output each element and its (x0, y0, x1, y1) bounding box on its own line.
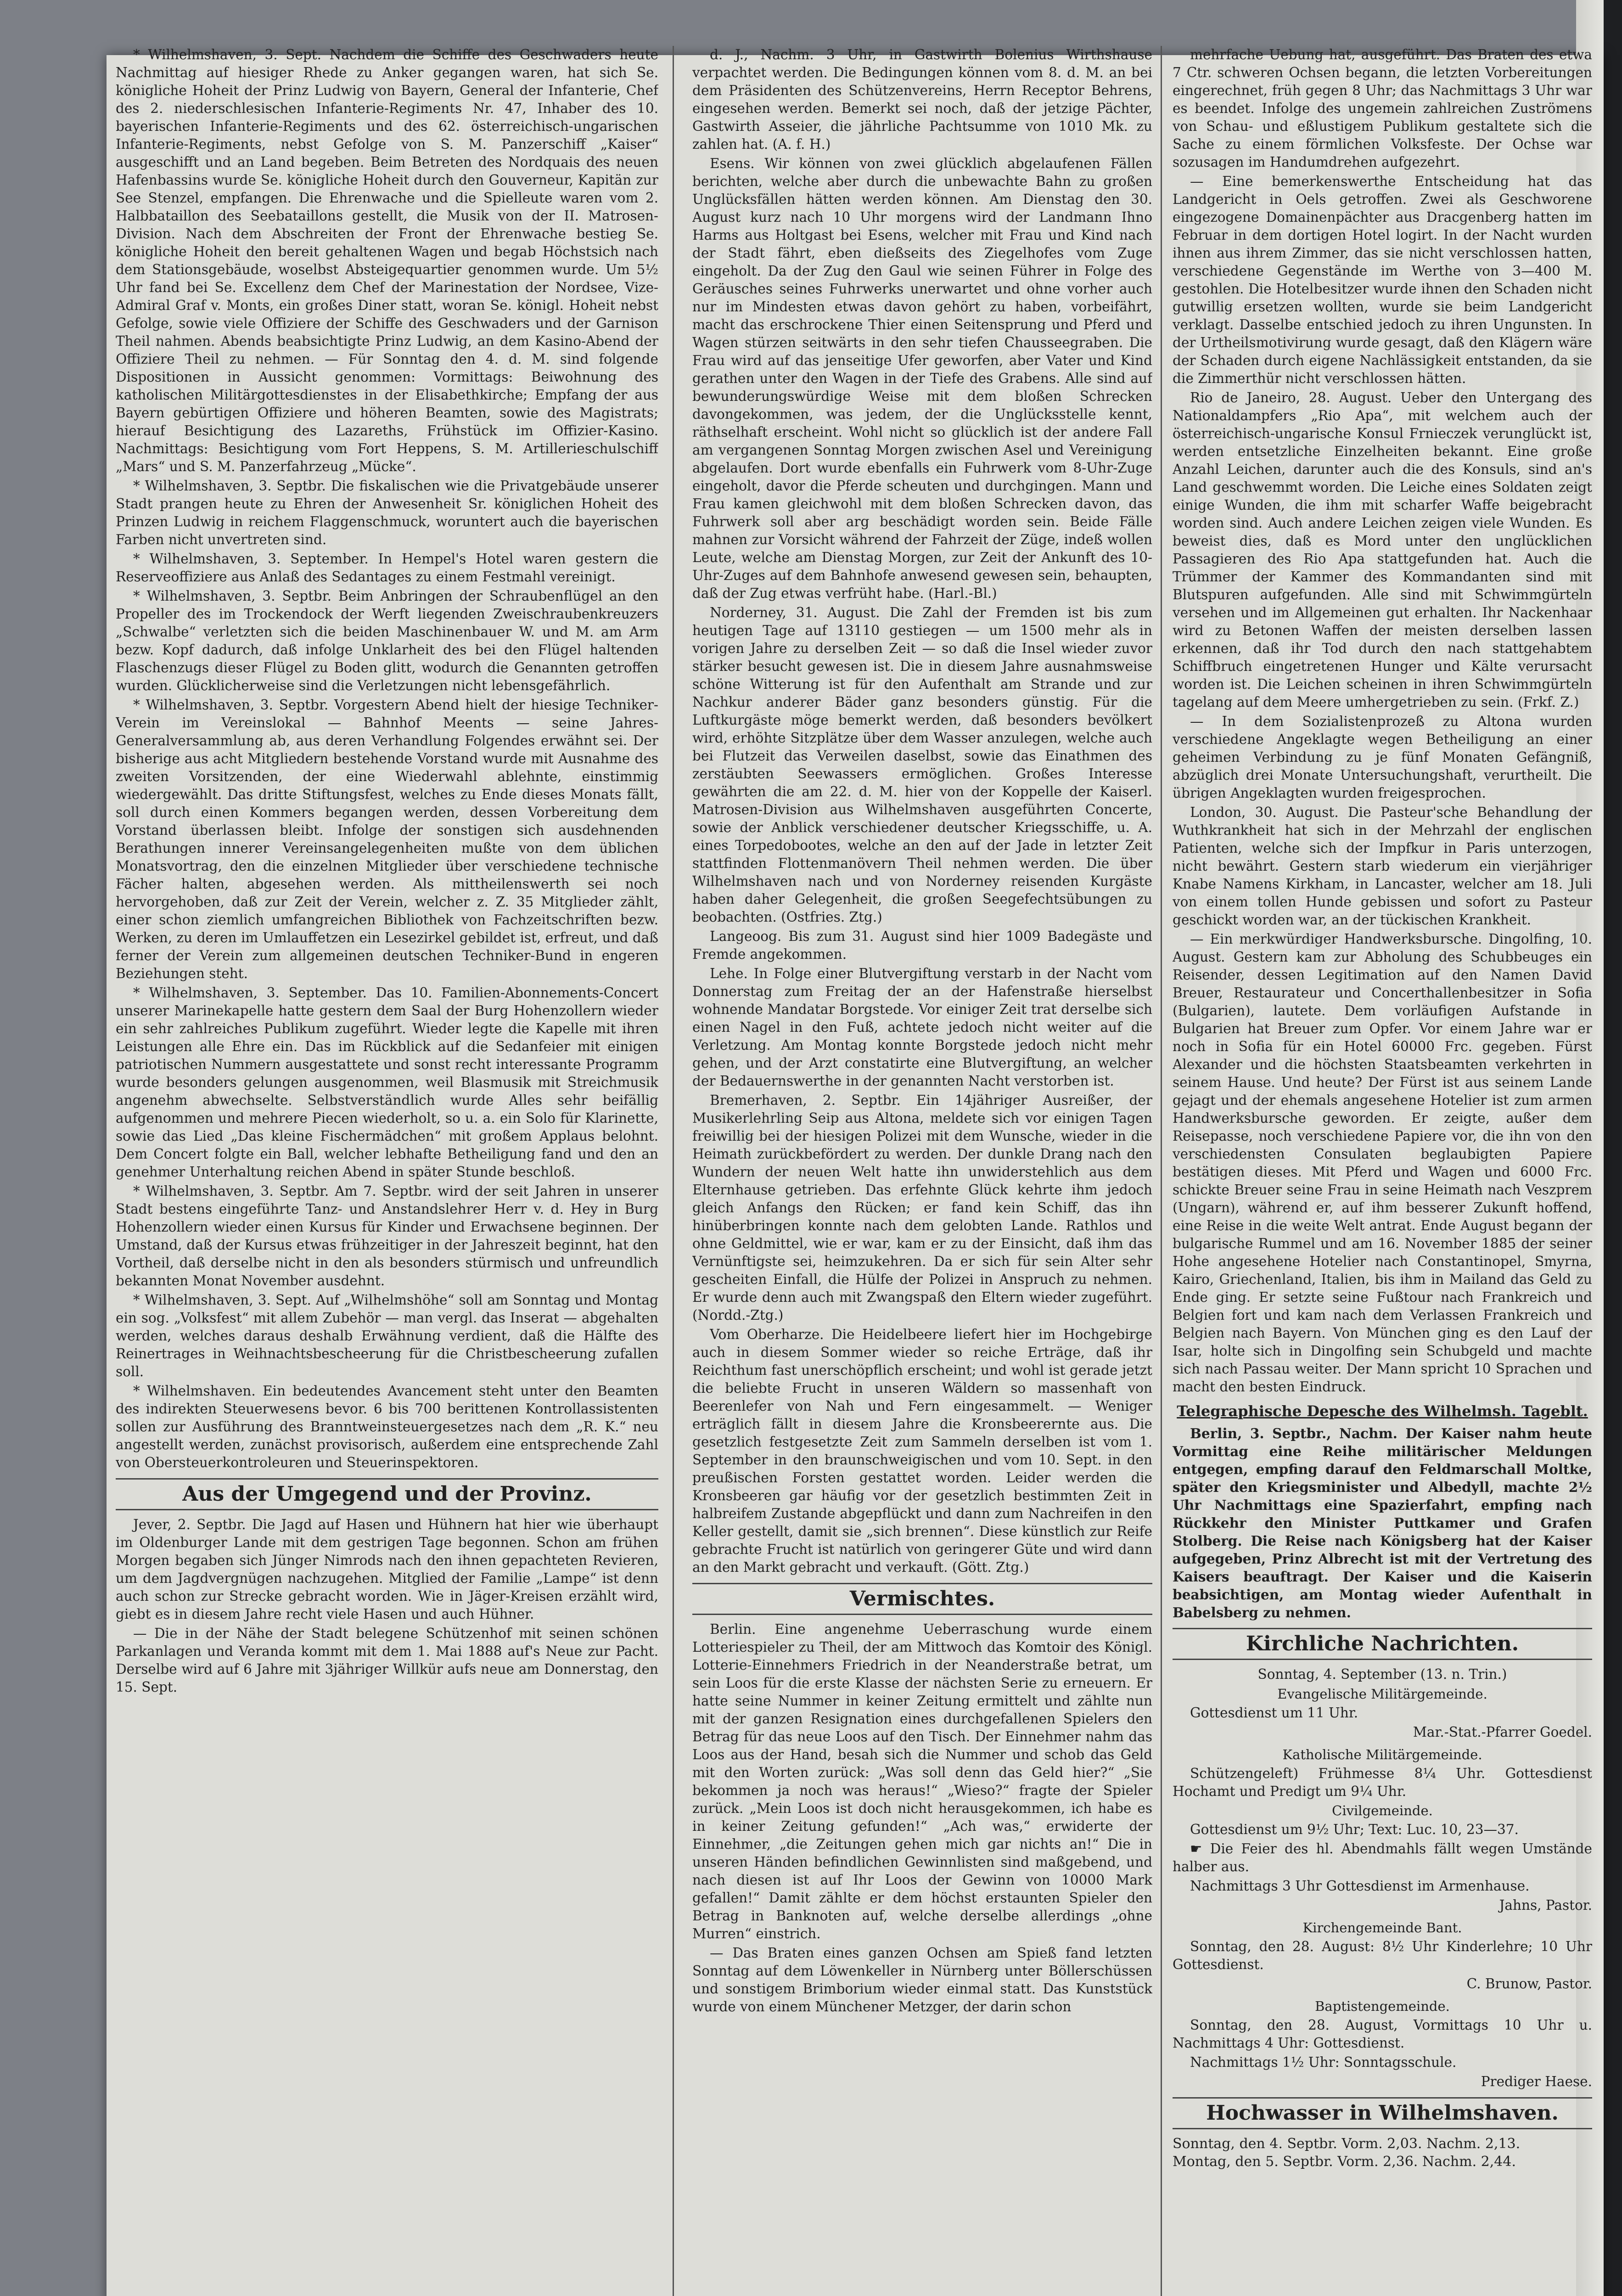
news-item: Rio de Janeiro, 28. August. Ueber den Untergang des Nationaldampfers „Rio Apa“, mit welchem auch der österreichisch-ungarische Konsul Frnieczek verunglückt ist, werden entsetzliche Einzelheiten bekannt. Eine große Anzahl Leichen, darunter auch die des Konsuls, sind an's Land geschwemmt worden. Die Leiche eines Soldaten zeigt einige Wunden, die ihm mit scharfer Waffe beigebracht worden sind. Auch andere Leichen zeigen viele Wunden. Es beweist dies, daß es Mord unter den unglücklichen Passagieren des Rio Apa stattgefunden hat. Auch die Trümmer der Kammer des Kommandanten sind mit Blutspuren aufgefunden. Alle sind mit Schwimmgürteln versehen und im Allgemeinen gut erhalten. Ihr Nackenhaar wird zu Betonen Waffen der meisten derselben lassen erkennen, daß ihr Tod durch den nach stattgehabtem Schiffbruch eingetretenen Hunger und Kälte verursacht worden ist. Die Leichen scheinen in ihren Schwimmgürteln tagelang auf dem Meere umhergetrieben zu sein. (Frkf. Z.) (1173, 390, 1592, 710)
news-item: * Wilhelmshaven, 3. Septbr. Die fiskalischen wie die Privatgebäude unserer Stadt prangen heute zu Ehren der Anwesenheit Sr. königlichen Hoheit des Prinzen Ludwig in reichem Flaggenschmuck, woruntert auch die bayerischen Farben nicht unvertreten sind. (116, 478, 658, 547)
column-rule (1161, 46, 1162, 2296)
news-item: * Wilhelmshaven, 3. Septbr. Am 7. Septbr. wird der seit Jahren in unserer Stadt bestens eingeführte Tanz- und Anstandslehrer Herr v. d. Hey in Burg Hohenzollern wieder einen Kursus für Kinder und Erwachsene beginnen. Der Umstand, daß der Kursus etwas frühzeitiger in der Jahreszeit beginnt, hat den Vortheil, daß derselbe nicht in den als besonders stürmisch und unfreundlich bekannten Monat November ausdehnt. (116, 1183, 658, 1289)
news-item: Norderney, 31. August. Die Zahl der Fremden ist bis zum heutigen Tage auf 13110 gestiegen — um 1500 mehr als in vorigen Jahre zu derselben Zeit — so daß die Insel wieder zuvor stärker besucht gewesen ist. Die in diesem Jahre ausnahmsweise schöne Witterung ist für den Aufenthalt am Strande und zur Nachkur anderer Bäder ganz besonders günstig. Für die Luftkurgäste möge bemerkt werden, daß besonders bevölkert wird, erhöhte Sitzplätze über dem Wasser anzulegen, welche auch bei Flutzeit das Verweilen daselbst, sowie das Einathmen des zerstäubten Seewassers ermöglichen. Großes Interesse gewährten die am 22. d. M. hier von der Koppelle der Kaiserl. Matrosen-Division aus Wilhelmshaven ausgeführten Concerte, sowie der Anblick verschiedener deutscher Kriegsschiffe, u. A. eines Torpedobootes, welche an den auf der Jade in letzter Zeit stattfinden Flottenmanövern Theil nehmen werden. Die über Wilhelmshaven nach und von Norderney reisenden Kurgäste haben daher Gelegenheit, die großen Seegefechtsübungen zu beobachten. (Ostfries. Ztg.) (692, 605, 1152, 925)
news-item: Jever, 2. Septbr. Die Jagd auf Hasen und Hühnern hat hier wie überhaupt im Oldenburger Lande mit dem gestrigen Tage begonnen. Schon am frühen Morgen begaben sich Jünger Nimrods nach den ihnen gepachteten Revieren, um dem Jagdvergnügen nachzugehen. Mitglied der Familie „Lampe“ ist denn auch schon zur Strecke gebracht worden. Wie in Jäger-Kreisen erzählt wird, giebt es in diesem Jahre recht viele Hasen und auch Hühner. (116, 1517, 658, 1622)
news-item: Vom Oberharze. Die Heidelbeere liefert hier im Hochgebirge auch in diesem Sommer wieder so reiche Erträge, daß ihr Reichthum fast unerschöpflich erscheint; und wohl ist gerade jetzt die beliebte Frucht in unseren Wäldern so massenhaft von Beerenlefer von Nah und Fern eingesammelt. — Weniger erträglich fällt in diesem Jahre die Kronsbeerernte aus. Die gesetzlich festgesetzte Zeit zum Sammeln derselben ist vom 1. September in den braunschweigischen und vom 10. Sept. in den preußischen Forsten gestattet worden. Leider werden die Kronsbeeren gar häufig vor der gesetzlich bestimmten Zeit in halbreifem Zustande abgepflückt und dann zum Nachreifen in den Keller gestellt, damit sie „sich brennen“. Diese künstlich zur Reife gebrachte Frucht ist natürlich von geringerer Güte und wird dann an den Markt gebracht und verkauft. (Gött. Ztg.) (692, 1327, 1152, 1575)
baptist-parish: Baptistengemeinde. (1315, 1998, 1450, 2014)
news-item: Langeoog. Bis zum 31. August sind hier 1009 Badegäste und Fremde angekommen. (692, 929, 1152, 962)
service-time: Sonntag, den 28. August: 8½ Uhr Kinderlehre; 10 Uhr Gottesdienst. (1173, 1939, 1592, 1972)
telegram-text: Berlin, 3. Septbr., Nachm. Der Kaiser nahm heute Vormittag eine Reihe militärischer Meldungen entgegen, empfing darauf den Feldmarschall Moltke, später den Kriegsminister und Albedyll, machte 2½ Uhr Nachmittags eine Spazierfahrt, empfing nach Rückkehr den Minister Puttkamer und Grafen Stolberg. Die Reise nach Königsberg hat der Kaiser aufgegeben, Prinz Albrecht ist mit der Vertretung des Kaisers beauftragt. Der Kaiser und die Kaiserin beabsichtigen, am Montag wieder Aufenthalt in Babelsberg zu nehmen. (1173, 1425, 1592, 1621)
church-date: Sonntag, 4. September (13. n. Trin.) (1257, 1666, 1507, 1682)
pastor-name: Prediger Haese. (1481, 2074, 1592, 2089)
news-item: Bremerhaven, 2. Septbr. Ein 14jähriger Ausreißer, der Musikerlehrling Seip aus Altona, meldete sich vor einigen Tagen freiwillig bei der hiesigen Polizei mit dem Wunsche, wieder in die Heimath zurückbefördert zu werden. Der dunkle Drang nach den Wundern der neuen Welt hatte ihn unwiderstehlich aus dem Elternhause getrieben. Das erfehnte Glück kehrte ihm jedoch gleich Anfangs den Rücken; er fand kein Schiff, das ihn hinüberbringen konnte nach dem gelobten Lande. Rathlos und ohne Geldmittel, wie er war, kam er zu der Einsicht, daß ihm das Vernünftigste sei, heimzukehren. Da er sich für sein Alter sehr gescheiten Einfall, die Hülfe der Polizei in Anspruch zu nehmen. Er wurde denn auch mit Zwangspaß den Eltern wieder zugeführt. (Nordd.-Ztg.) (692, 1092, 1152, 1323)
tide-line: Sonntag, den 4. Septbr. Vorm. 2,03. Nachm. 2,13. (1173, 2136, 1521, 2152)
service-time: Sonntag, den 28. August, Vormittags 10 Uhr u. Nachmittags 4 Uhr: Gottesdienst. (1173, 2017, 1592, 2051)
tide-line: Montag, den 5. Septbr. Vorm. 2,36. Nachm. 2,44. (1173, 2154, 1516, 2170)
news-item: * Wilhelmshaven, 3. Sept. Auf „Wilhelmshöhe“ soll am Sonntag und Montag ein sog. „Volksfest“ mit allem Zubehör — man vergl. das Inserat — abgehalten werden, welches daraus deshalb Erwähnung verdient, daß die Hälfte des Reinertrages in Weihnachtsbescheerung für die Christbescheerung zufallen soll. (116, 1292, 658, 1379)
news-item: * Wilhelmshaven, 3. September. In Hempel's Hotel waren gestern die Reserveoffiziere aus Anlaß des Sedantages zu einem Festmahl vereinigt. (116, 551, 658, 585)
service-note (1173, 1840, 1592, 1876)
news-item: d. J., Nachm. 3 Uhr, in Gastwirth Bolenius Wirthshause verpachtet werden. Die Bedingungen können vom 8. d. M. an bei dem Präsidenten des Schützenvereins, Herrn Receptor Behrens, eingesehen werden. Bemerkt sei noch, daß der jetzige Pächter, Gastwirth Asseier, die jährliche Pachtsumme von 1010 Mk. zu zahlen hat. (A. f. H.) (692, 47, 1152, 152)
pointing-hand-icon: ☛ (1190, 1841, 1210, 1857)
service-note-text: Die Feier des hl. Abendmahls fällt wegen Umstände halber aus. (1173, 1841, 1592, 1874)
news-item: * Wilhelmshaven, 3. Septbr. Beim Anbringen der Schraubenflügel an den Propeller des im Trockendock der Werft liegenden Zweischraubenkreuzers „Schwalbe“ verletzten sich die beiden Maschinenbauer W. und M. am Arm bezw. Kopf dadurch, daß infolge Unklarheit des bei den Flügel haltenden Flaschenzugs dieser Flügel zu Boden glitt, wodurch die Genannten getroffen wurden. Glücklicherweise sind die Verletzungen nicht lebensgefährlich. (116, 588, 658, 693)
evangelical-parish: Evangelische Militärgemeinde. (1277, 1686, 1487, 1702)
column-2 (692, 46, 1152, 2296)
news-item: mehrfache Uebung hat, ausgeführt. Das Braten des etwa 7 Ctr. schweren Ochsen begann, die letzten Vorbereitungen eingerechnet, früh gegen 8 Uhr; das Nachmittags 3 Uhr war es beendet. Infolge des ungemein zahlreichen Zuströmens von Schau- und eßlustigem Publikum gestaltete sich die Sache zu einem förmlichen Volksfeste. Der Ochse war sozusagen im Handumdrehen aufgezehrt. (1173, 47, 1592, 170)
service-time: Nachmittags 3 Uhr Gottesdienst im Armenhause. (1190, 1878, 1530, 1894)
catholic-parish: Katholische Militärgemeinde. (1282, 1747, 1482, 1762)
section-heading-misc: Vermischtes. (692, 1583, 1152, 1615)
news-item: Lehe. In Folge einer Blutvergiftung verstarb in der Nacht vom Donnerstag zum Freitag der an der Hafenstraße hierselbst wohnende Mandatar Borgstede. Vor einiger Zeit trat derselbe sich einen Nagel in den Fuß, achtete jedoch nicht weiter auf die Verletzung. Am Montag konnte Borgstede jedoch nicht mehr gehen, und der Arzt constatirte eine Blutvergiftung, an welcher der Bedauernswerthe in der genannten Nacht verstorben ist. (692, 966, 1152, 1089)
church-heading: Kirchliche Nachrichten. (1173, 1628, 1592, 1660)
news-item: London, 30. August. Die Pasteur'sche Behandlung der Wuthkrankheit hat sich in der Mehrzahl der englischen Patienten, welche sich der Impfkur in Paris unterzogen, nicht bewährt. Gestern starb wiederum ein vierjähriger Knabe Namens Kirkham, in Lancaster, welcher am 18. Juli von einem tollen Hunde gebissen und sofort zu Pasteur geschickt worden war, an der tückischen Krankheit. (1173, 805, 1592, 928)
scan-background (1604, 0, 1622, 2296)
service-time: Nachmittags 1½ Uhr: Sonntagsschule. (1190, 2054, 1457, 2070)
news-item: — Ein merkwürdiger Handwerksbursche. Dingolfing, 10. August. Gestern kam zur Abholung des Schubbeuges ein Reisender, dessen Legitimation auf den Namen David Breuer, Restaurateur und Concerthallenbesitzer in Sofia (Bulgarien), lautete. Dem vorläufigen Aufstande in Bulgarien hat Breuer zum Opfer. Vor einem Jahre war er noch in Sofia für ein Hotel 60000 Frc. gegeben. Fürst Alexander und die höchsten Staatsbeamten verkehrten in seinem Hause. Und heute? Der Fürst ist aus seinem Lande gejagt und der ehemals angesehene Hotelier ist zum armen Handwerksbursche geworden. Er zeigte, außer dem Reisepasse, noch verschiedene Papiere vor, die ihn von den verschiedensten Consulaten beglaubigten Papiere bestätigen dieses. Mit Pferd und Wagen und 6000 Frc. schickte Breuer seine Frau in seine Heimath nach Veszprem (Ungarn), während er, auf ihm besserer Zukunft hoffend, eine Reise in die weite Welt antrat. Ende August begann der bulgarische Rummel und am 16. November 1885 der seiner Hohe angesehene Hotelier nach Constantinopel, Smyrna, Kairo, Griechenland, Italien, bis ihm in Mailand das Geld zu Ende ging. Er setzte seine Fußtour nach Frankreich und Belgien fort und kam nach dem Verlassen Frankreich und Belgien nach Bayern. Von München ging es den Lauf der Isar, holte sich in Dingolfing sein Schubgeld und machte sich nach Passau weiter. Der Mann spricht 10 Sprachen und macht den besten Eindruck. (1173, 931, 1592, 1395)
news-item: — Die in der Nähe der Stadt belegene Schützenhof mit seinen schönen Parkanlagen und Veranda kommt mit dem 1. Mai 1888 auf's Neue zur Pacht. Derselbe wird auf 6 Jahre mit 3jähriger Willkür aufs neue am Donnerstag, den 15. Sept. (116, 1626, 658, 1695)
column-rule (673, 46, 674, 2296)
news-item: * Wilhelmshaven, 3. Sept. Nachdem die Schiffe des Geschwaders heute Nachmittag auf hiesiger Rhede zu Anker gegangen waren, hat sich Se. königliche Hoheit der Prinz Ludwig von Bayern, General der Infanterie, Chef des 2. niederschlesischen Infanterie-Regiments Nr. 47, Inhaber des 10. bayerischen Infanterie-Regiments und des 62. österreichisch-ungarischen Infanterie-Regiments, nebst Gefolge von S. M. Panzerschiff „Kaiser“ ausgeschifft und an Land begeben. Beim Betreten des Nordquais des neuen Hafenbassins wurde Se. königliche Hoheit durch den Gouverneur, Kapitän zur See Stenzel, empfangen. Die Ehrenwache und die Spielleute waren vom 2. Halbbataillon des Seebataillons gestellt, die Musik von der II. Matrosen-Division. Nach dem Abschreiten der Front der Ehrenwache bestieg Se. königliche Hoheit den bereit gehaltenen Wagen und begab Höchstsich nach dem Stationsgebäude, woselbst Absteigequartier genommen wurde. Um 5½ Uhr fand bei Se. Excellenz dem Chef der Marinestation der Nordsee, Vize-Admiral Graf v. Monts, ein großes Diner statt, woran Se. königl. Hoheit nebst Gefolge, sowie viele Offiziere der Schiffe des Geschwaders und der Garnison Theil nahmen. Abends beabsichtigte Prinz Ludwig, an dem Kasino-Abend der Offiziere Theil zu nehmen. — Für Sonntag den 4. d. M. sind folgende Dispositionen in Aussicht genommen: Vormittags: Beiwohnung des katholischen Militärgottesdienstes in der Elisabethkirche; Empfang der aus Bayern gebürtigen Offiziere und höheren Beamten, sowie des Magistrats; hierauf Besichtigung des Lazareths, Frühstück im Offizier-Kasino. Nachmittags: Besichtigung vom Fort Heppens, S. M. Artillerieschulschiff „Mars“ und S. M. Panzerfahrzeug „Mücke“. (116, 47, 658, 474)
service-time: Schützengeleft) Frühmesse 8¼ Uhr. Gottesdienst Hochamt und Predigt um 9¼ Uhr. (1173, 1766, 1592, 1799)
civil-parish: Civilgemeinde. (1332, 1803, 1433, 1818)
pastor-name: Jahns, Pastor. (1499, 1897, 1592, 1913)
telegram-heading: Telegraphische Depesche des Wilhelmsh. Tageblt. (1177, 1402, 1588, 1420)
service-time: Gottesdienst um 11 Uhr. (1190, 1705, 1358, 1721)
news-item: * Wilhelmshaven, 3. September. Das 10. Familien-Abonnements-Concert unserer Marinekapelle hatte gestern dem Saal der Burg Hohenzollern wieder ein sehr zahlreiches Publikum zugeführt. Wieder legte die Kapelle mit ihren Leistungen alle Ehre ein. Das im Rückblick auf die Sedanfeier mit einigen patriotischen Nummern ausgestattete und sonst recht interessante Programm wurde besonders gelungen ausgenommen, weil Blasmusik mit Streichmusik angenehm abwechselte. Selbstverständlich wurde Alles sehr beifällig aufgenommen und mehrere Piecen wiederholt, so u. a. ein Solo für Klarinette, sowie das Lied „Das kleine Fischermädchen“ mit großem Applaus belohnt. Dem Concert folgte ein Ball, welcher lebhafte Betheiligung fand und den an genehmer Unterhaltung reichen Abend in später Stunde beschloß. (116, 985, 658, 1180)
tide-heading: Hochwasser in Wilhelmshaven. (1173, 2097, 1592, 2129)
news-item: — In dem Sozialistenprozeß zu Altona wurden verschiedene Angeklagte wegen Betheiligung an einer geheimen Verbindung zu je fünf Monaten Gefängniß, abzüglich drei Monate Untersuchungshaft, verurtheilt. Die übrigen Angeklagten wurden freigesprochen. (1173, 714, 1592, 801)
news-item: — Eine bemerkenswerthe Entscheidung hat das Landgericht in Oels getroffen. Zwei als Geschworene eingezogene Domainenpächter aus Dracgenberg hatten im Februar in dem dortigen Hotel logirt. In der Nacht wurden ihnen aus ihrem Zimmer, das sie nicht verschlossen hatten, verschiedene Gegenstände im Werthe von 3—400 M. gestohlen. Die Hotelbesitzer wurde ihnen den Schaden nicht gutwillig ersetzen wollten, wurde sie beim Landgericht verklagt. Dasselbe entschied jedoch zu ihren Ungunsten. In der Urtheilsmotivirung wurde gesagt, daß den Klägern wäre der Schaden durch eigene Nachlässigkeit entstanden, da sie die Zimmerthür nicht verschlossen hätten. (1173, 174, 1592, 386)
news-item: Berlin. Eine angenehme Ueberraschung wurde einem Lotteriespieler zu Theil, der am Mittwoch das Komtoir des Königl. Lotterie-Einnehmers Friedrich in der Neanderstraße betrat, um sein Loos für die erste Klasse der nächsten Serie zu erneuern. Er hatte seine Nummer in keiner Zeitung ermittelt und zählte nun mit der ganzen Resignation eines durchgefallenen Spielers den Betrag für das neue Loos auf den Tisch. Der Einnehmer nahm das Loos aus der Hand, besah sich die Nummer und schob das Geld mit den Worten zurück: „Was soll denn das Geld hier?“ „Sie bekommen ja noch was heraus!“ „Wieso?“ fragte der Spieler zurück. „Mein Loos ist doch nicht herausgekommen, ich habe es in keiner Zeitung gefunden!“ „Ach was,“ erwiderte der Einnehmer, „die Zeitungen gehen mich gar nichts an!“ Die in unseren Händen befindlichen Gewinnlisten sind maßgebend, und nach diesen ist auf Ihr Loos der Gewinn von 10000 Mark gefallen!“ Damit zählte er dem höchst erstaunten Spieler den Betrag in Banknoten auf, welche derselbe allerdings „ohne Murren“ einstrich. (692, 1621, 1152, 1941)
pastor-name: Mar.-Stat.-Pfarrer Goedel. (1413, 1724, 1592, 1740)
column-1 (116, 46, 658, 2296)
news-item: * Wilhelmshaven, 3. Septbr. Vorgestern Abend hielt der hiesige Techniker-Verein im Vereinslokal — Bahnhof Meents — seine Jahres-Generalversammlung ab, aus deren Verhandlung Folgendes erwähnt sei. Der bisherige aus acht Mitgliedern bestehende Vorstand wurde mit Ausnahme des zweiten Vorsitzenden, der eine Wiederwahl ablehnte, einstimmig wiedergewählt. Das dritte Stiftungsfest, welches zu Ende dieses Monats fällt, soll durch einen Kommers begangen werden, dessen Vorbereitung dem Vorstand überlassen bleibt. Infolge der sonstigen sich ausdehnenden Berathungen innerer Vereinsangelegenheiten mußte von dem üblichen Monatsvortrag, den die einzelnen Mitglieder über verschiedene technische Fächer halten, abgesehen werden. Als mittheilenswerth sei noch hervorgehoben, daß zur Zeit der Verein, welcher z. Z. 35 Mitglieder zählt, einer schon ziemlich umfangreichen Bibliothek von Fachzeitschriften bezw. Werken, zu deren im Umlauffetzen ein Lesezirkel gebildet ist, erfreut, und daß ferner der Verein zum allgemeinen deutschen Techniker-Bund in engeren Beziehungen steht. (116, 697, 658, 981)
news-item: — Das Braten eines ganzen Ochsen am Spieß fand letzten Sonntag auf dem Löwenkeller in Nürnberg unter Böllerschüssen und sonstigem Brimborium wieder einmal statt. Das Kunststück wurde von einem Münchener Metzger, der darin schon (692, 1945, 1152, 2015)
column-3 (1173, 46, 1592, 2296)
service-time: Gottesdienst um 9½ Uhr; Text: Luc. 10, 23—37. (1190, 1822, 1519, 1837)
news-item: Esens. Wir können von zwei glücklich abgelaufenen Fällen berichten, welche aber durch die unbewachte Bahn zu großen Unglücksfällen hätten werden können. Am Dienstag den 30. August kurz nach 10 Uhr morgens wird der Landmann Ihno Harms aus Holtgast bei Esens, welcher mit Frau und Kind nach der Stadt fährt, eben dießseits des Ziegelhofes vom Zuge eingeholt. Da der Zug den Gaul wie seinen Führer in Folge des Geräusches seines Fuhrwerks unerwartet und ohne vorher auch nur im Mindesten etwas davon gehört zu haben, vorbeifährt, macht das erschrockene Thier einen Seitensprung und Pferd und Wagen stürzen seitwärts in den sehr tiefen Chausseegraben. Die Frau wird auf das jenseitige Ufer geworfen, aber Vater und Kind gerathen unter den Wagen in der Tiefe des Grabens. Alle sind auf bewunderungswürdige Weise mit dem bloßen Schrecken davongekommen, was jedem, der die Unglücksstelle kennt, räthselhaft erscheint. Wohl nicht so glücklich ist der andere Fall am vergangenen Sonntag Morgen zwischen Asel und Vereinigung abgelaufen. Dort wurde ebenfalls ein Fuhrwerk vom 8-Uhr-Zuge eingeholt, davor die Pferde scheuten und durchgingen. Mann und Frau kamen gleichwohl mit dem bloßen Schrecken davon, das Fuhrwerk soll aber arg beschädigt worden sein. Beide Fälle mahnen zur Vorsicht während der Fahrzeit der Züge, indeß wollen Leute, welche am Dienstag Morgen, zur Zeit der Ankunft des 10-Uhr-Zuges auf dem Bahnhofe anwesend gewesen sein, behaupten, daß der Zug etwas verfrüht habe. (Harl.-Bl.) (692, 156, 1152, 601)
section-heading-province: Aus der Umgegend und der Provinz. (116, 1478, 658, 1510)
pastor-name: C. Brunow, Pastor. (1466, 1976, 1592, 1992)
bant-parish: Kirchengemeinde Bant. (1302, 1920, 1462, 1936)
news-item: * Wilhelmshaven. Ein bedeutendes Avancement steht unter den Beamten des indirekten Steuerwesens bevor. 6 bis 700 berittenen Kontrollassistenten sollen zur Ausführung des Branntweinsteuergesetzes nach dem „R. K.“ neu angestellt werden, zunächst provisorisch, außerdem eine entsprechende Zahl von Obersteuerkontroleuren und Steuerinspektoren. (116, 1383, 658, 1470)
